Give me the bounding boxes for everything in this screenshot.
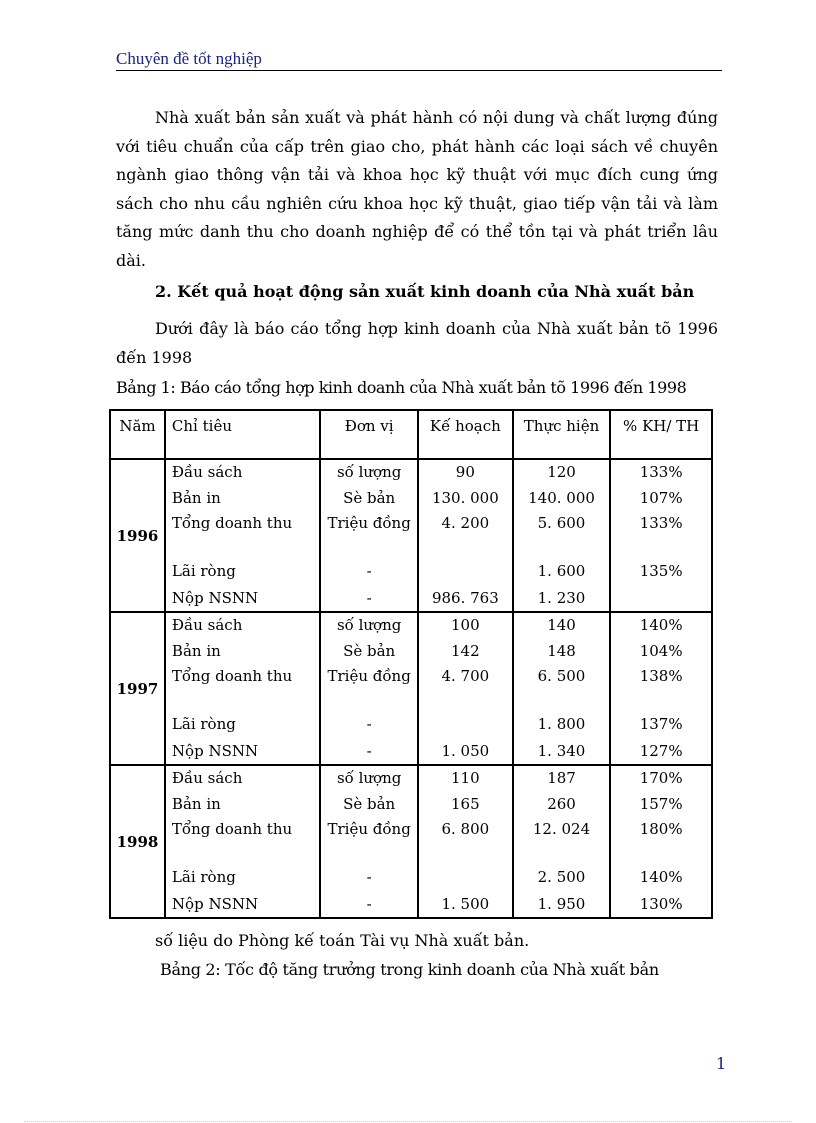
plan-cell: 986. 763 <box>418 586 513 613</box>
business-report-table <box>109 409 713 919</box>
actual-cell: 1. 230 <box>513 586 611 613</box>
plan-cell: 4. 200 <box>418 512 513 559</box>
section-heading: 2. Kết quả hoạt động sản xuất kinh doanh của Nhà xuất bản <box>155 282 695 301</box>
header-pct: % KH/ TH <box>610 410 712 459</box>
actual-cell: 187 <box>513 765 611 792</box>
table-row <box>110 586 712 613</box>
indicator-cell: Nộp NSNN <box>165 586 320 613</box>
plan-cell <box>418 559 513 586</box>
pct-cell: 140% <box>610 865 712 892</box>
pct-cell: 130% <box>610 892 712 919</box>
table-row <box>110 865 712 892</box>
actual-cell: 1. 340 <box>513 739 611 766</box>
table-row <box>110 459 712 486</box>
pct-cell: 133% <box>610 459 712 486</box>
unit-cell: Sè bản <box>320 486 418 513</box>
unit-cell: - <box>320 865 418 892</box>
pct-cell: 157% <box>610 792 712 819</box>
actual-cell: 2. 500 <box>513 865 611 892</box>
table-row <box>110 739 712 766</box>
indicator-cell: Bản in <box>165 792 320 819</box>
pct-cell: 140% <box>610 612 712 639</box>
data-source-note: số liệu do Phòng kế toán Tài vụ Nhà xuất bản. <box>155 931 530 950</box>
unit-cell: Triệu đồng <box>320 818 418 865</box>
pct-cell: 137% <box>610 712 712 739</box>
unit-cell: - <box>320 559 418 586</box>
year-cell: 1996 <box>110 459 165 612</box>
pct-cell: 127% <box>610 739 712 766</box>
plan-cell: 90 <box>418 459 513 486</box>
table-row <box>110 712 712 739</box>
table-row <box>110 559 712 586</box>
paragraph-report-intro: Dưới đây là báo cáo tổng hợp kinh doanh của Nhà xuất bản tõ 1996 đến 1998 <box>116 319 718 367</box>
indicator-cell: Lãi ròng <box>165 865 320 892</box>
pct-cell: 133% <box>610 512 712 559</box>
pct-cell: 107% <box>610 486 712 513</box>
actual-cell: 140. 000 <box>513 486 611 513</box>
actual-cell: 12. 024 <box>513 818 611 865</box>
unit-cell: số lượng <box>320 459 418 486</box>
actual-cell: 140 <box>513 612 611 639</box>
header-year: Năm <box>110 410 165 459</box>
plan-cell <box>418 865 513 892</box>
pct-cell: 170% <box>610 765 712 792</box>
year-cell: 1997 <box>110 612 165 765</box>
header-indicator: Chỉ tiêu <box>165 410 320 459</box>
page-header <box>116 46 722 71</box>
actual-cell: 260 <box>513 792 611 819</box>
table-row <box>110 512 712 559</box>
unit-cell: - <box>320 586 418 613</box>
plan-cell: 100 <box>418 612 513 639</box>
actual-cell: 6. 500 <box>513 665 611 712</box>
plan-cell: 142 <box>418 639 513 666</box>
plan-cell <box>418 712 513 739</box>
pct-cell: 104% <box>610 639 712 666</box>
pct-cell: 138% <box>610 665 712 712</box>
indicator-cell: Đầu sách <box>165 459 320 486</box>
pct-cell: 180% <box>610 818 712 865</box>
year-cell: 1998 <box>110 765 165 918</box>
actual-cell: 120 <box>513 459 611 486</box>
indicator-cell: Lãi ròng <box>165 559 320 586</box>
indicator-cell: Đầu sách <box>165 612 320 639</box>
indicator-cell: Lãi ròng <box>165 712 320 739</box>
page-bottom-divider <box>24 1121 792 1122</box>
header-unit: Đơn vị <box>320 410 418 459</box>
actual-cell: 148 <box>513 639 611 666</box>
unit-cell: - <box>320 892 418 919</box>
plan-cell: 1. 500 <box>418 892 513 919</box>
indicator-cell: Tổng doanh thu <box>165 818 320 865</box>
actual-cell: 1. 950 <box>513 892 611 919</box>
table-row <box>110 639 712 666</box>
indicator-cell: Nộp NSNN <box>165 892 320 919</box>
table-row <box>110 612 712 639</box>
page-number: 1 <box>716 1054 727 1073</box>
plan-cell: 1. 050 <box>418 739 513 766</box>
table-row <box>110 486 712 513</box>
actual-cell: 5. 600 <box>513 512 611 559</box>
actual-cell: 1. 800 <box>513 712 611 739</box>
unit-cell: Triệu đồng <box>320 512 418 559</box>
indicator-cell: Bản in <box>165 486 320 513</box>
indicator-cell: Tổng doanh thu <box>165 665 320 712</box>
plan-cell: 4. 700 <box>418 665 513 712</box>
plan-cell: 6. 800 <box>418 818 513 865</box>
table-row <box>110 792 712 819</box>
indicator-cell: Nộp NSNN <box>165 739 320 766</box>
table-row <box>110 818 712 865</box>
indicator-cell: Đầu sách <box>165 765 320 792</box>
table-row <box>110 665 712 712</box>
plan-cell: 165 <box>418 792 513 819</box>
unit-cell: số lượng <box>320 765 418 792</box>
unit-cell: - <box>320 712 418 739</box>
table-row <box>110 892 712 919</box>
plan-cell: 130. 000 <box>418 486 513 513</box>
unit-cell: Sè bản <box>320 639 418 666</box>
pct-cell <box>610 586 712 613</box>
table-2-caption: Bảng 2: Tốc độ tăng trưởng trong kinh doanh của Nhà xuất bản <box>160 960 659 979</box>
indicator-cell: Tổng doanh thu <box>165 512 320 559</box>
unit-cell: Sè bản <box>320 792 418 819</box>
unit-cell: số lượng <box>320 612 418 639</box>
unit-cell: Triệu đồng <box>320 665 418 712</box>
plan-cell: 110 <box>418 765 513 792</box>
header-plan: Kế hoạch <box>418 410 513 459</box>
table-row <box>110 765 712 792</box>
header-actual: Thực hiện <box>513 410 611 459</box>
table-1-caption: Bảng 1: Báo cáo tổng hợp kinh doanh của Nhà xuất bản tõ 1996 đến 1998 <box>116 378 687 397</box>
pct-cell: 135% <box>610 559 712 586</box>
actual-cell: 1. 600 <box>513 559 611 586</box>
paragraph-intro: Nhà xuất bản sản xuất và phát hành có nội dung và chất lượng đúng với tiêu chuẩn của cấp trên giao cho, phát hành các loại sách về chuyên ngành giao thông vận tải và khoa học kỹ thuật với mục đích cung ứng sách cho nhu cầu nghiên cứu khoa học kỹ thuật, giao tiếp vận tải và làm tăng mức danh thu cho doanh nghiệp để có thể tồn tại và phát triển lâu dài. <box>116 108 718 270</box>
table-header-row <box>110 410 712 459</box>
header-title: Chuyên đề tốt nghiệp <box>116 49 262 68</box>
indicator-cell: Bản in <box>165 639 320 666</box>
unit-cell: - <box>320 739 418 766</box>
